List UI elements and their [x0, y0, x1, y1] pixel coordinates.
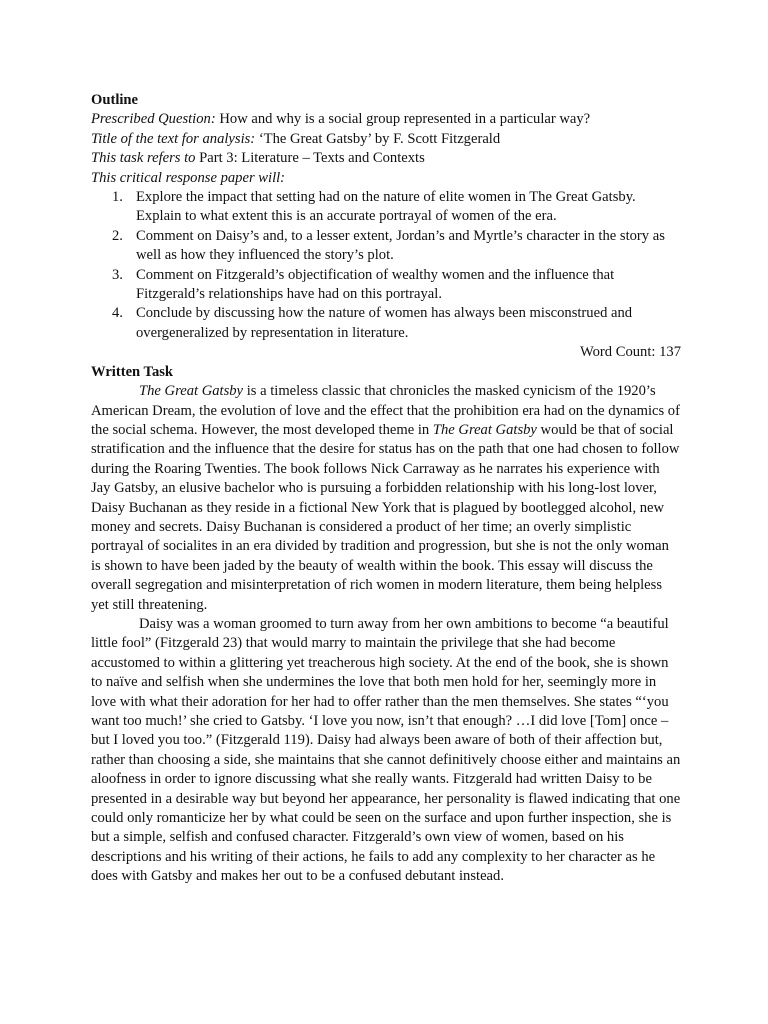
document-page [91, 91, 681, 887]
paragraph-1-text-a: is a timeless classic that chronicles the masked cynicism of the 1920’s American Dream, the evolution of love and the effect that the prohibition era had on the dynamics of the social schema. However, the most developed theme in [91, 383, 680, 438]
list-number: 1. [112, 189, 123, 206]
list-number: 3. [112, 266, 123, 283]
list-text: Conclude by discussing how the nature of women has always been misconstrued and overgeneralized by representation in literature. [136, 305, 633, 341]
text-title-value: ‘The Great Gatsby’ by F. Scott Fitzgerald [255, 130, 501, 147]
prescribed-question-label: Prescribed Question: [91, 111, 216, 128]
list-number: 2. [112, 227, 123, 244]
written-task-heading: Written Task [91, 363, 174, 380]
task-refers-value: Part 3: Literature – Texts and Contexts [195, 150, 425, 167]
list-item [91, 188, 681, 227]
outline-heading: Outline [91, 92, 139, 108]
task-refers [91, 149, 681, 168]
paragraph-2: Daisy was a woman groomed to turn away from her own ambitions to become “a beautiful little fool” (Fitzgerald 23) that would marry to maintain the privilege that she had become accustomed to within a glittering yet treacherous high society. At the end of the book, she is shown to naïve and selfish when she undermines the love that both men hold for her, seemingly more in love with what their adoration for her had to offer rather than the men themselves. She states “‘you want too much!’ she cried to Gatsby. ‘I love you now, isn’t that enough? …I did love [Tom] once – but I loved you too.” (Fitzgerald 119). Daisy had always been aware of both of their affection but, rather than choosing a side, she maintains that she cannot definitively choose either and maintains an aloofness in order to ignore discussing what she really wants. Fitzgerald had written Daisy to be presented in a desirable way but beyond her appearance, her personality is flawed indicating that one could only romanticize her by what could be seen on the surface and upon further inspection, she is but a simple, selfish and confused character. Fitzgerald’s own view of women, based on his descriptions and his writing of their actions, he fails to add any complexity to her character as he does with Gatsby and makes her out to be a confused debutant instead. [91, 615, 681, 885]
list-text: Explore the impact that setting had on the nature of elite women in The Great Gatsby. Explain to what extent this is an accurate portrayal of women of the era. [136, 189, 636, 225]
list-item [91, 227, 681, 266]
book-title: The Great Gatsby [432, 421, 537, 438]
list-text: Comment on Fitzgerald’s objectification of wealthy women and the influence that Fitzgerald’s relationships have had on this portrayal. [136, 266, 615, 303]
prescribed-question-text: How and why is a social group represented in a particular way? [215, 111, 591, 128]
task-refers-label: This task refers to [91, 150, 196, 167]
list-text: Comment on Daisy’s and, to a lesser extent, Jordan’s and Myrtle’s character in the story as well as how they influenced the story’s plot. [136, 227, 665, 264]
list-item [91, 304, 681, 343]
book-title: The Great Gatsby [139, 383, 244, 400]
prescribed-question [91, 110, 681, 129]
paragraph-1-text-b: would be that of social stratification and the influence that the desire for status has on the path that one had chosen to follow during the Roaring Twenties. The book follows Nick Carraway as he narrates his experience with Jay Gatsby, an elusive bachelor who is pursuing a forbidden relationship with his long-lost lover, Daisy Buchanan as they reside in a fictional New York that is plagued by bootlegged alcohol, new money and secrets. Daisy Buchanan is considered a product of her time; an overly simplistic portrayal of socialites in an era divided by tradition and progression, but she is not the only woman is shown to have been jaded by the beauty of wealth within the book. This essay will discuss the overall segregation and misinterpretation of rich women in modern literature, them being helpless yet still threatening. [91, 421, 680, 613]
paragraph-1 [91, 382, 681, 615]
text-title-label: Title of the text for analysis: [91, 130, 256, 147]
outline-list [91, 188, 681, 343]
word-count: Word Count: 137 [580, 344, 681, 361]
list-number: 4. [112, 305, 123, 322]
text-title [91, 130, 681, 149]
critical-response-label: This critical response paper will: [91, 169, 286, 186]
list-item [91, 266, 681, 305]
